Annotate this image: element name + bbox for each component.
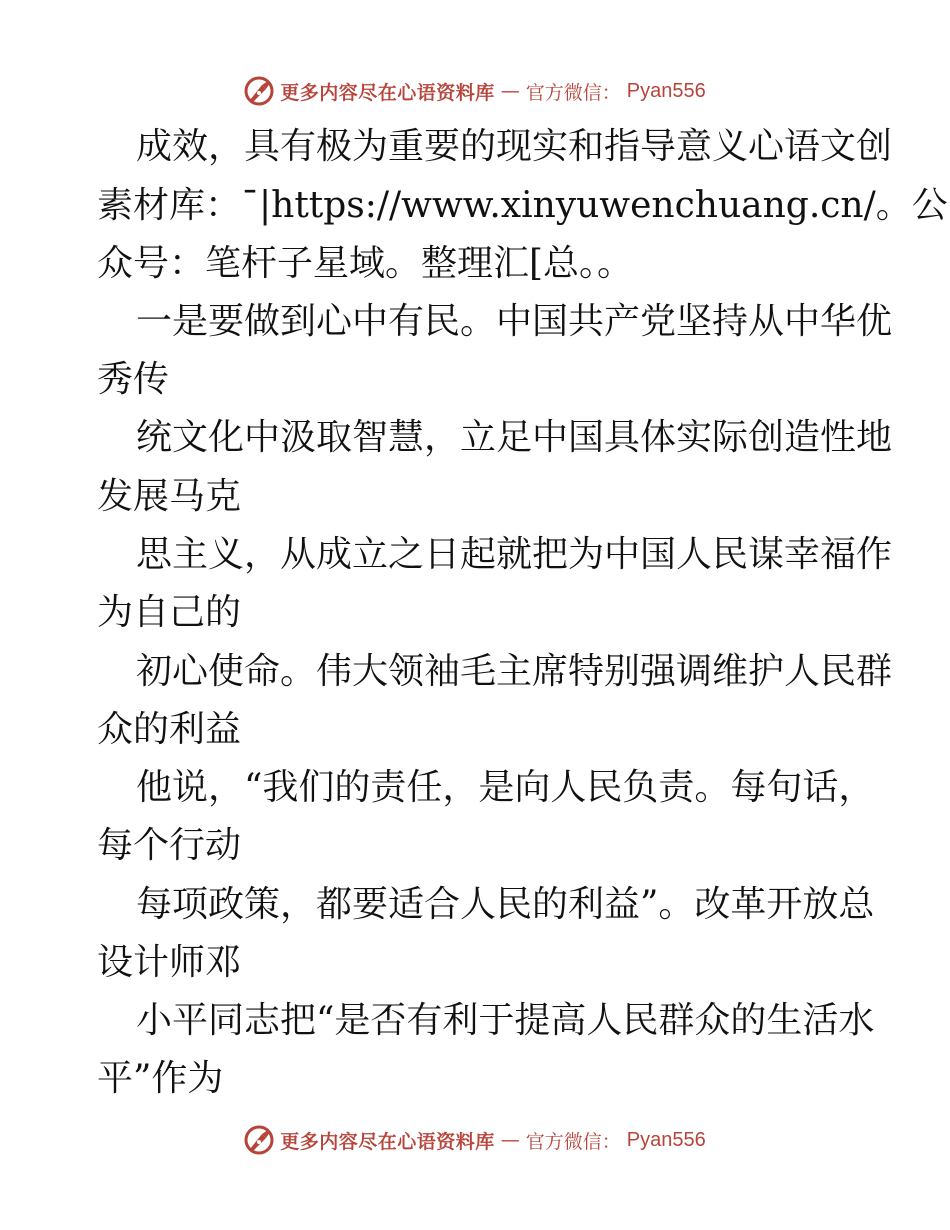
banner-wechat-id: Pyan556 [626, 1128, 706, 1151]
pen-nib-logo-icon [244, 76, 274, 106]
text-line: 每个行动 [97, 825, 242, 866]
banner-dash: — [500, 1129, 520, 1151]
text-line: 平”作为 [97, 1058, 224, 1099]
text-line: 众的利益 [97, 709, 242, 750]
text-line: 众号：笔杆子星域。整理汇[总。。 [97, 243, 634, 284]
banner-wechat-label: 官方微信： [525, 81, 621, 104]
text-line: 初心使命。伟大领袖毛主席特别强调维护人民群 [136, 651, 893, 692]
footer-banner [0, 1120, 950, 1160]
text-line: 思主义，从成立之日起就把为中国人民谋幸福作 [136, 534, 893, 575]
banner-title: 更多内容尽在心语资料库 [280, 81, 495, 104]
text-line: 秀传 [97, 359, 170, 400]
text-line: 发展马克 [97, 476, 242, 517]
pen-nib-logo-icon [244, 1125, 274, 1155]
header-banner [0, 71, 950, 111]
banner-wechat-label: 官方微信： [525, 1130, 621, 1153]
text-line: 素材库：¯|https://www.xinyuwenchuang.cn/。公 [97, 185, 948, 226]
banner-title: 更多内容尽在心语资料库 [280, 1130, 495, 1153]
text-line: 一是要做到心中有民。中国共产党坚持从中华优 [136, 301, 893, 342]
text-line: 成效，具有极为重要的现实和指导意义心语文创 [136, 126, 893, 167]
text-line: 为自己的 [97, 592, 242, 633]
banner-dash: — [500, 80, 520, 102]
text-line: 小平同志把“是否有利于提高人民群众的生活水 [136, 1000, 875, 1041]
text-line: 每项政策，都要适合人民的利益”。改革开放总 [136, 884, 875, 925]
text-line: 他说，“我们的责任，是向人民负责。每句话， [136, 767, 875, 808]
text-line: 设计师邓 [97, 942, 242, 983]
text-line: 统文化中汲取智慧，立足中国具体实际创造性地 [136, 417, 893, 458]
banner-wechat-id: Pyan556 [626, 79, 706, 102]
